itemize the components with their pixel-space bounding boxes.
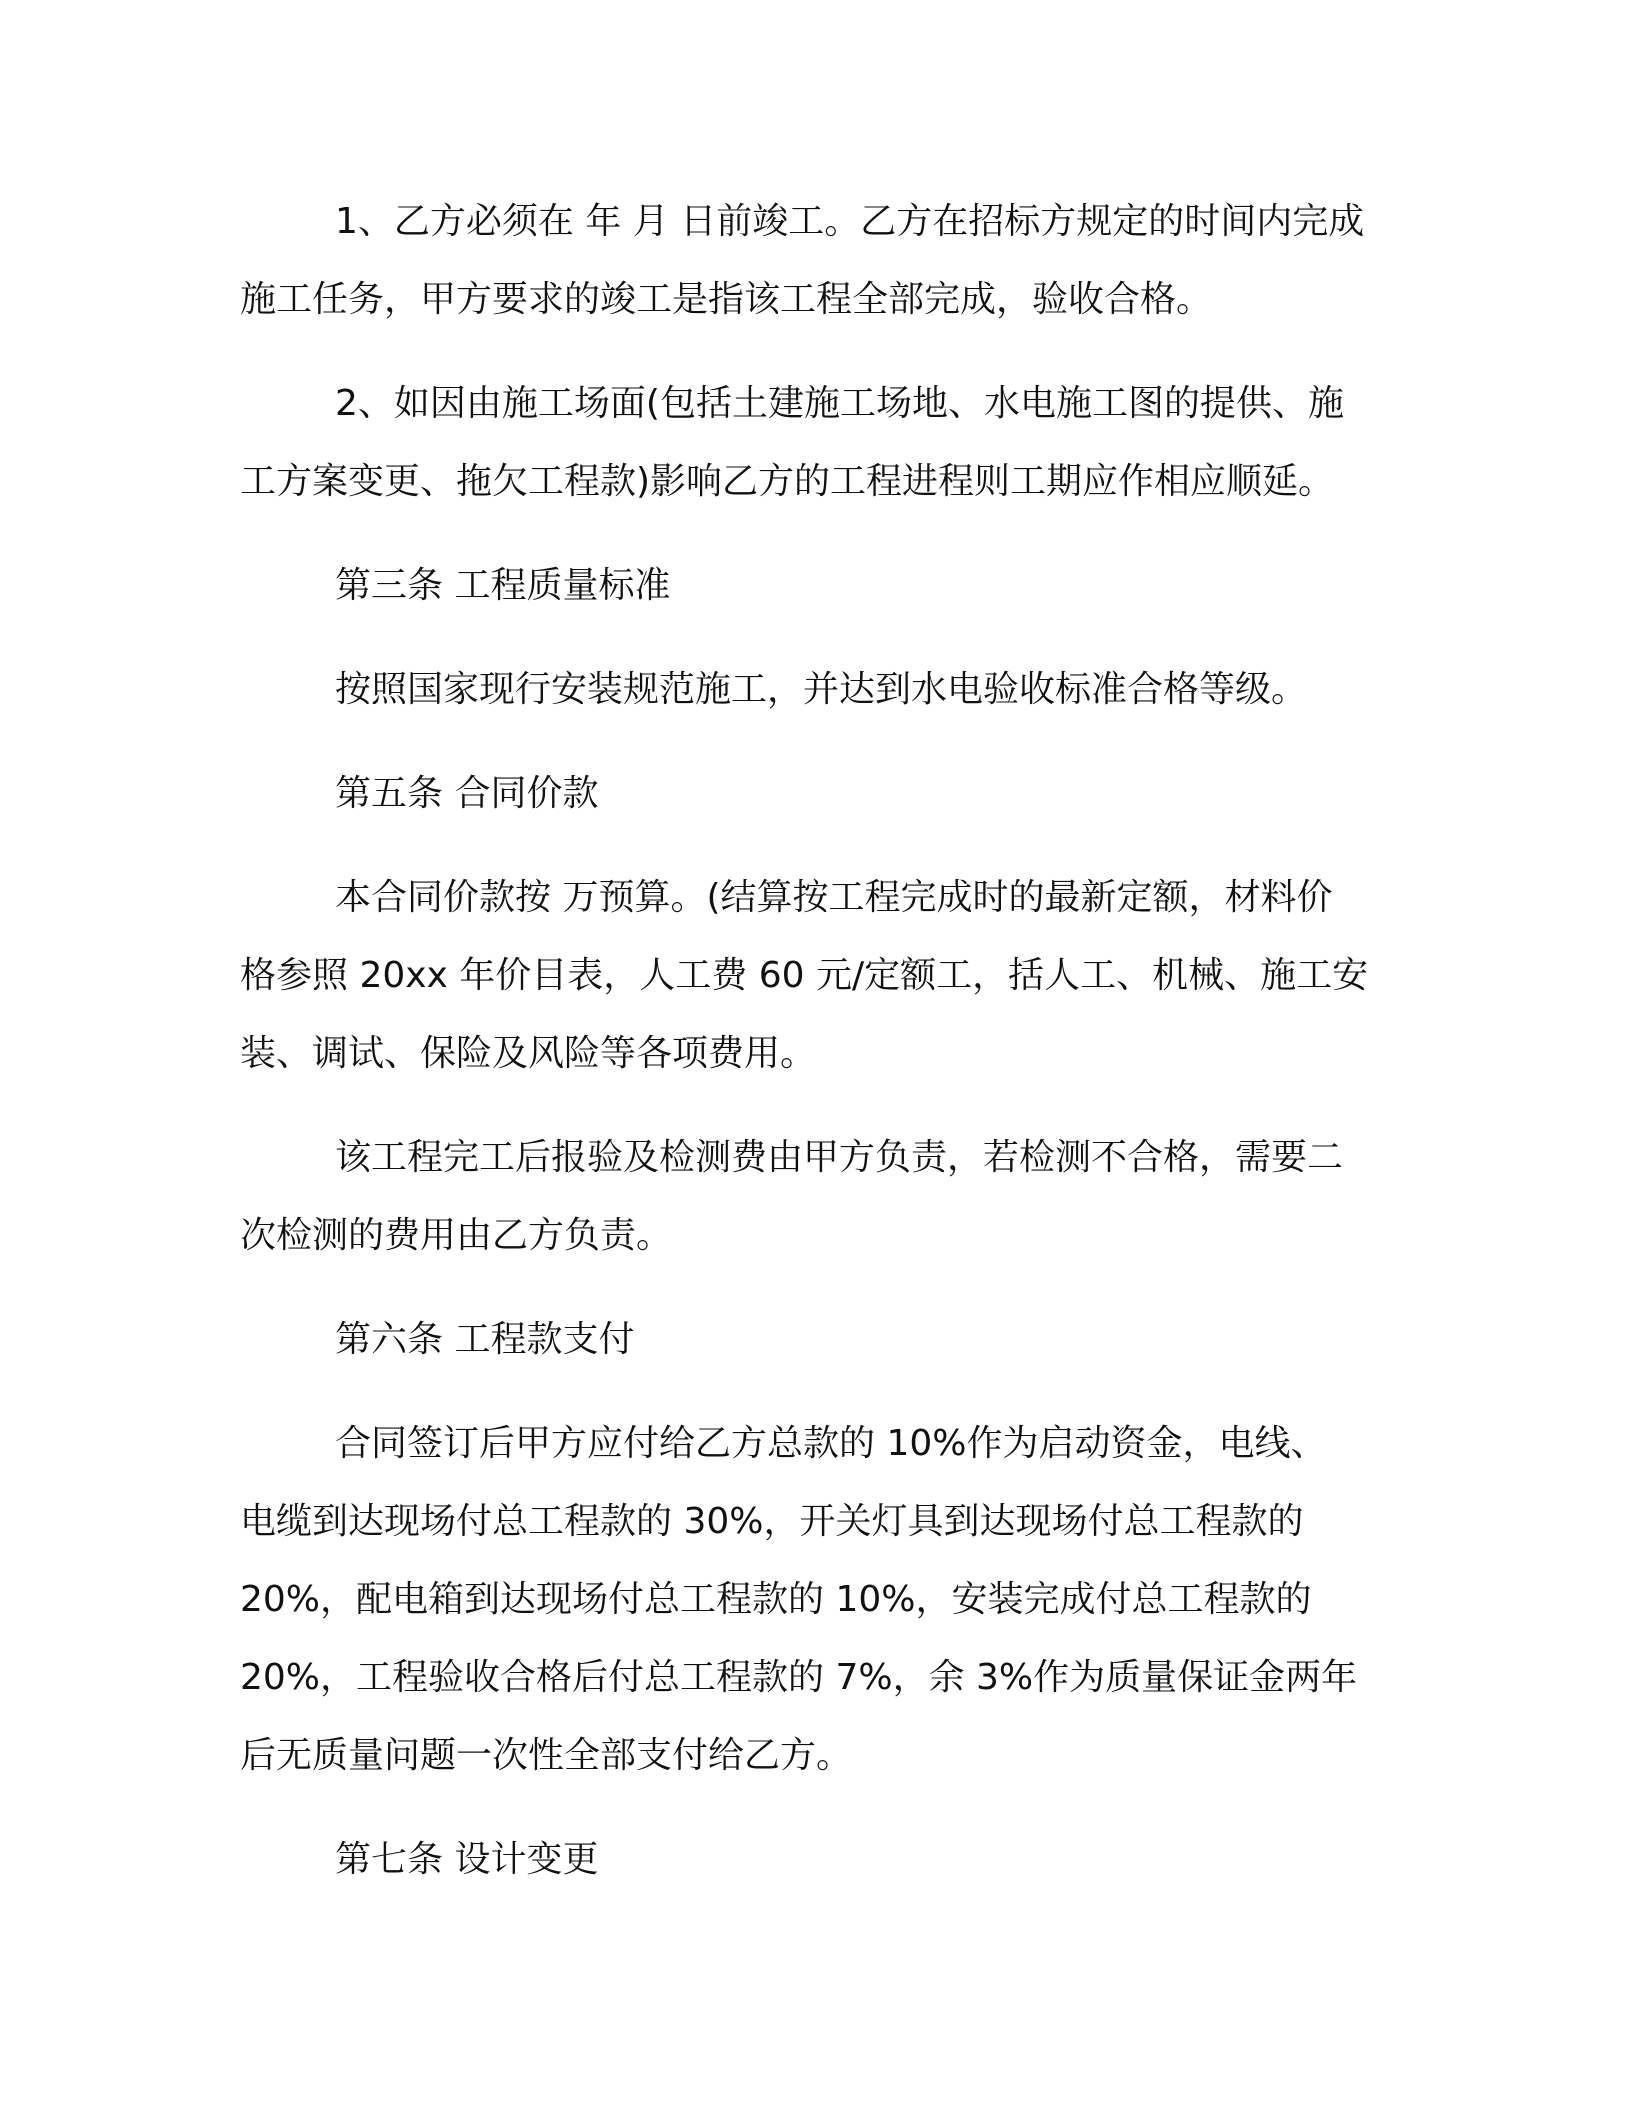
text-line: 该工程完工后报验及检测费由甲方负责，若检测不合格，需要二 [335,1137,1344,1178]
text-line: 本合同价款按 万预算。(结算按工程完成时的最新定额，材料价 [335,877,1333,918]
text-line: 电缆到达现场付总工程款的 30%，开关灯具到达现场付总工程款的 [240,1501,1304,1542]
text-line: 2、如因由施工场面(包括土建施工场地、水电施工图的提供、施 [335,383,1344,424]
paragraph-payment-terms [240,1405,1382,1795]
text-line: 施工任务，甲方要求的竣工是指该工程全部完成，验收合格。 [240,279,1213,320]
paragraph-completion-deadline [240,183,1382,339]
heading-article-6 [240,1301,1382,1379]
heading-text: 第六条 工程款支付 [335,1319,635,1360]
paragraph-inspection-fees [240,1119,1382,1275]
text-line: 次检测的费用由乙方负责。 [240,1215,673,1256]
heading-article-3 [240,547,1382,625]
heading-text: 第五条 合同价款 [335,773,599,814]
text-line: 格参照 20xx 年价目表，人工费 60 元/定额工，括人工、机械、施工安 [240,955,1369,996]
text-line: 按照国家现行安装规范施工，并达到水电验收标准合格等级。 [335,669,1308,710]
text-line: 合同签订后甲方应付给乙方总款的 10%作为启动资金，电线、 [335,1423,1327,1464]
document-body [240,183,1382,1925]
paragraph-quality-standard [240,651,1382,729]
paragraph-schedule-extension [240,365,1382,521]
heading-text: 第七条 设计变更 [335,1839,599,1880]
heading-article-5 [240,755,1382,833]
text-line: 20%，配电箱到达现场付总工程款的 10%，安装完成付总工程款的 [240,1579,1312,1620]
text-line: 1、乙方必须在 年 月 日前竣工。乙方在招标方规定的时间内完成 [335,201,1365,242]
text-line: 工方案变更、拖欠工程款)影响乙方的工程进程则工期应作相应顺延。 [240,461,1335,502]
heading-text: 第三条 工程质量标准 [335,565,671,606]
text-line: 20%，工程验收合格后付总工程款的 7%，余 3%作为质量保证金两年 [240,1657,1358,1698]
text-line: 装、调试、保险及风险等各项费用。 [240,1033,817,1074]
paragraph-contract-price [240,859,1382,1093]
text-line: 后无质量问题一次性全部支付给乙方。 [240,1735,853,1776]
heading-article-7 [240,1821,1382,1899]
